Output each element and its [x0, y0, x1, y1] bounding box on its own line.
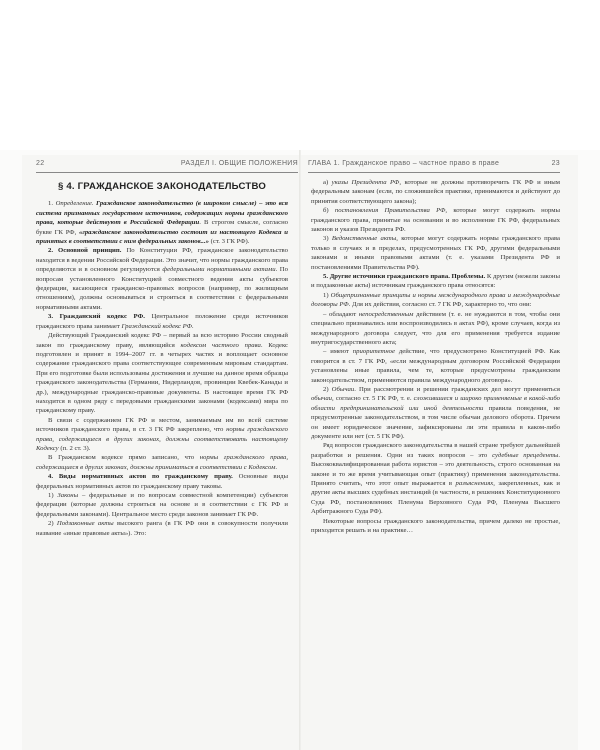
emphasis: разъяснениях [455, 480, 494, 487]
right-page-number: 23 [551, 160, 560, 167]
right-page-header [308, 160, 560, 172]
text-run: – обладают [323, 310, 359, 318]
right-header-rule [308, 172, 560, 173]
text-run: – имеют [323, 348, 353, 356]
text-run: 3) [323, 235, 332, 243]
paragraph-act-types [36, 472, 288, 491]
text-run: В связи с содержанием ГК РФ и местом, занимаемым им во всей системе источников гражданского права, в ст. 3 ГК РФ закреплено, что [36, 416, 288, 434]
paragraph-departmental-acts [311, 234, 560, 272]
text-run: 1) [48, 492, 58, 499]
text-run: . [191, 322, 194, 330]
book-spine [299, 150, 301, 750]
emphasis: обычаи [311, 395, 333, 403]
text-run: . При рассмотрении и решении гражданских дел могут применяться [354, 385, 560, 393]
paragraph-code-history [36, 331, 288, 416]
emphasis: кодексом частного права [180, 341, 261, 349]
paragraph-government-resolutions [311, 206, 560, 234]
paragraph-lead: 4. Виды нормативных актов по гражданскому праву. [48, 473, 233, 481]
emphasis: Общепризнанные принципы и нормы международного права и международные договоры РФ [311, 291, 560, 309]
text-run: действием (т. е. не нуждаются в том, чтобы они специально признавались или воспроизводились в актах РФ), кроме случаев, когда из международного договора следует, что для его применения требуется издание внутригосударственного акта; [311, 310, 560, 346]
definition-strict: «гражданское законодательство состоит из настоящего Кодекса и принятых в соответствии с ним федеральных законов...» [36, 228, 289, 246]
paragraph-lead: 5. Другие источники гражданского права. Проблемы. [323, 273, 486, 281]
text-run: (ст. 3 ГК РФ). [208, 238, 250, 246]
definition-broad: Гражданское законодательство (в широком смысле) – это вся система признанных государством источников, содержащих нормы гражданского права, которые действуют в Российской Федерации [36, 200, 289, 227]
emphasis: Законы [57, 492, 79, 499]
right-running-head: ГЛАВА 1. Гражданское право – частное право в праве [308, 160, 500, 167]
emphasis: Ведомственные акты [331, 235, 397, 243]
text-run: действие, что предусмотрено Конституцией РФ. Как говорится в ст. 7 ГК РФ, «если международным договором Российской Федерации установлены иные правила, чем те, которые предусмотрены гражданским законодательством, применяются правила международного договора». [311, 348, 560, 384]
text-run: Некоторые вопросы гражданского законодательства, причем далеко не простые, приходится решать и на практике… [311, 517, 560, 535]
paragraph-customs [311, 385, 560, 441]
text-run: высокого ранга (в ГК РФ они в совокупности получили название «иные правовые акты»). Это: [36, 520, 288, 537]
paragraph-civil-code [36, 312, 288, 331]
text-run: , закрепленных, как и другие акты высших судебных инстанций (в частности, в решениях Конституционного Суда РФ, постановлениях Пленума Верховного Суда РФ, Пленума Высшего Арбитражного Суда РФ). [311, 480, 560, 516]
text-run: , которые могут содержать нормы гражданского права только в случаях и в пределах, предусмотренных ГК РФ, другими федеральными законами и иными правовыми актами (т. е. указами Президента РФ и постановлениями Правительства РФ). [311, 235, 560, 271]
text-run: правила поведения, не предусмотренные законодательством, в том числе обычаи делового оборота. Причем он имеет юридическое значение, зафиксированы ли эти правила в каком-либо документе или нет (ст. 5 ГК РФ). [311, 404, 560, 440]
paragraph-lead: 2. Основной принцип. [48, 247, 122, 255]
text-run: , которые могут содержать нормы гражданского права, принятые на основании и во исполнение ГК РФ, федеральных законов и указов Президента РФ. [311, 207, 560, 234]
text-run: , согласно ст. 5 ГК РФ, т. е. [332, 395, 414, 403]
text-run: В Гражданском кодексе прямо записано, что [48, 454, 200, 462]
paragraph-precedents [311, 441, 560, 516]
text-run: Действующий Гражданский кодекс РФ – первый за всю историю России сводный закон по гражданскому праву, являющийся [36, 332, 288, 349]
paragraph-code-priority [36, 416, 288, 454]
paragraph-lead: 3. Гражданский кодекс РФ. [48, 313, 145, 321]
emphasis: федеральными нормативными актами [162, 266, 276, 274]
text-run: . [275, 463, 278, 471]
text-run: Центральное положение среди источников гражданского права занимает [36, 313, 288, 330]
paragraph-direct-effect [311, 310, 560, 348]
emphasis: непосредственным [358, 310, 414, 318]
paragraph-principle [36, 246, 288, 312]
emphasis: судебные прецеденты [492, 451, 559, 459]
emphasis: приоритетное [352, 348, 395, 356]
text-run: – федеральные и по вопросам совместной компетенции) субъектов федерации (которые должны строиться на основе и в соответствии с ГК РФ и федеральными законами). Центральное место среди законов занимает ГК РФ. [36, 492, 288, 518]
paragraph-further-issues [311, 517, 560, 536]
emphasis: Подзаконные акты [56, 520, 114, 528]
paragraph-bylaws [36, 519, 288, 538]
text-run: Ряд вопросов гражданского законодательства в нашей стране требуют дальнейшей разработки и решения. Одни из таких вопросов – это [311, 442, 560, 459]
emphasis: нормы гражданского права, содержащиеся в других законах, должны соответствовать настоящему Кодексу [36, 426, 288, 452]
text-run: (п. 2 ст. 3). [58, 444, 91, 452]
paragraph-definition [36, 199, 288, 246]
left-page-text [36, 180, 288, 538]
emphasis: сложившиеся и широко применяемые в какой-либо области предпринимательской или иной деятельности [311, 395, 560, 412]
text-run: 2) [323, 385, 332, 393]
text-run: Основные виды федеральных нормативных актов по гражданскому праву таковы. [36, 473, 288, 490]
text-run: , которые не должны противоречить ГК РФ и иным федеральным законам (если, по сложившейся практике, принимаются и действуют до принятия соответствующего закона); [311, 179, 560, 205]
emphasis: нормы гражданского права, содержащиеся в других законах, должны приниматься в соответствии с Кодексом [36, 454, 288, 471]
blank-margin [0, 0, 600, 150]
emphasis: Гражданский кодекс РФ [121, 322, 192, 330]
left-page-header [36, 160, 298, 172]
text-run: . Высококвалифицированная работа юристов – это деятельность, строго основанная на законе и то же время учитывающая опыт (практику) применения законодательства. Принято считать, что этот опыт выражается в [311, 451, 560, 487]
paragraph-code-conformity [36, 453, 288, 472]
text-run: 1) [323, 291, 331, 299]
paragraph-number: 1. [48, 200, 56, 208]
emphasis: указы Президента РФ [331, 179, 400, 186]
text-run: б) [323, 207, 335, 215]
left-header-rule [36, 172, 298, 173]
paragraph-decrees [311, 178, 560, 206]
emphasis: постановления Правительства РФ [334, 207, 446, 215]
text-run: . В строгом смысле, согласно букве ГК РФ, [36, 219, 288, 236]
right-page-text [311, 178, 560, 535]
paragraph-priority-effect [311, 347, 560, 385]
left-running-head: РАЗДЕЛ I. ОБЩИЕ ПОЛОЖЕНИЯ [180, 160, 298, 167]
text-run: а) [323, 179, 332, 186]
paragraph-lead: Определение. [55, 200, 97, 208]
text-run: . По вопросам установленного Конституцией совместного ведения акты субъектов федерации, касающиеся гражданско-правовых вопросов (например, по жилищным отношениям), должны основываться и строиться в соответствии с федеральными нормативными актами. [36, 266, 288, 311]
paragraph-international-law [311, 291, 560, 310]
text-run: . Для их действия, согласно ст. 7 ГК РФ, характерно то, что они: [348, 301, 532, 309]
text-run: 2) [48, 520, 57, 528]
paragraph-laws [36, 491, 288, 519]
text-run: . Кодекс подготовлен и принят в 1994–2007 гг. в четырех частях и воплощает основное содержание гражданского права соответствующее современным мировым стандартам. При его подготовке были использованы достижения и лучшие на данное время образцы гражданского законодательства (Германии, Нидерландов, провинции Квебек-Канады и др.), международные гражданско-правовые документы. В настоящее время ГК РФ находится в одном ряду с передовыми гражданскими законами (кодексами) мира по гражданскому праву. [36, 341, 288, 415]
left-page-number: 22 [36, 160, 45, 167]
text-run: К другим (нежели законы и подзаконные акты) источникам гражданского права относятся: [311, 273, 560, 290]
emphasis: Обычаи [331, 385, 355, 393]
section-heading: § 4. ГРАЖДАНСКОЕ ЗАКОНОДАТЕЛЬСТВО [57, 181, 267, 192]
text-run: По Конституции РФ, гражданское законодательство находится в ведении Российской Федерации. Это значит, что нормы гражданского права определяются и в основном регулируются [36, 247, 289, 274]
paragraph-other-sources [311, 272, 560, 291]
